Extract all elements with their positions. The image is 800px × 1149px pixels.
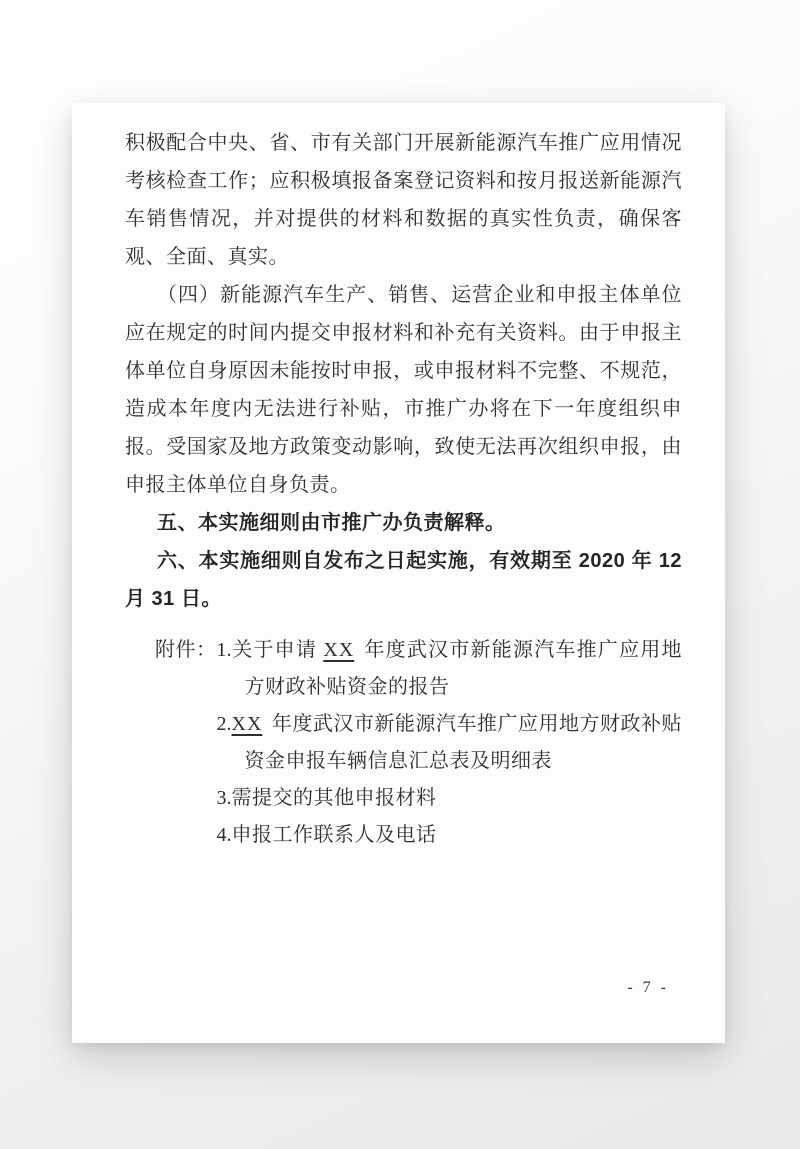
attachment-item-text: 年度武汉市新能源汽车推广应用地方财政补贴资金的报告 <box>244 639 683 698</box>
attachment-item-number: 1. <box>216 639 232 661</box>
attachments-label: 附件： <box>155 639 217 661</box>
attachment-item-number: 3. <box>216 787 232 809</box>
attachment-blank-underline: XX <box>323 639 355 661</box>
attachments-section <box>155 632 682 854</box>
attachment-item-text: 年度武汉市新能源汽车推广应用地方财政补贴资金申报车辆信息汇总表及明细表 <box>244 713 682 772</box>
document-body <box>125 124 682 854</box>
page-number: - 7 - <box>627 979 669 996</box>
paragraph-clause-4: （四）新能源汽车生产、销售、运营企业和申报主体单位应在规定的时间内提交申报材料和补充有关资料。由于申报主体单位自身原因未能按时申报，或申报材料不完整、不规范，造成本年度内无法进行补贴，市推广办将在下一年度组织申报。受国家及地方政策变动影响，致使无法再次组织申报，由申报主体单位自身负责。 <box>125 284 682 496</box>
attachment-blank-underline: XX <box>231 713 263 735</box>
attachment-item-text: 关于申请 <box>231 639 324 661</box>
paragraph-clause-5: 五、本实施细则由市推广办负责解释。 <box>157 512 506 534</box>
attachment-item-1 <box>217 632 683 706</box>
document-page <box>72 103 725 1043</box>
attachment-item-4 <box>217 817 683 854</box>
attachment-item-3 <box>217 780 683 817</box>
paragraph-clause-6: 六、本实施细则自发布之日起实施，有效期至 2020 年 12 月 31 日。 <box>125 550 682 610</box>
attachments-list <box>217 632 683 854</box>
attachment-item-text: 申报工作联系人及电话 <box>231 824 437 846</box>
attachment-item-number: 2. <box>216 713 232 735</box>
paragraph-continuation: 积极配合中央、省、市有关部门开展新能源汽车推广应用情况考核检查工作；应积极填报备案登记资料和按月报送新能源汽车销售情况，并对提供的材料和数据的真实性负责，确保客观、全面、真实。 <box>125 132 682 268</box>
attachment-item-text: 需提交的其他申报材料 <box>231 787 437 809</box>
attachment-item-number: 4. <box>216 824 232 846</box>
attachment-item-2 <box>217 706 683 780</box>
